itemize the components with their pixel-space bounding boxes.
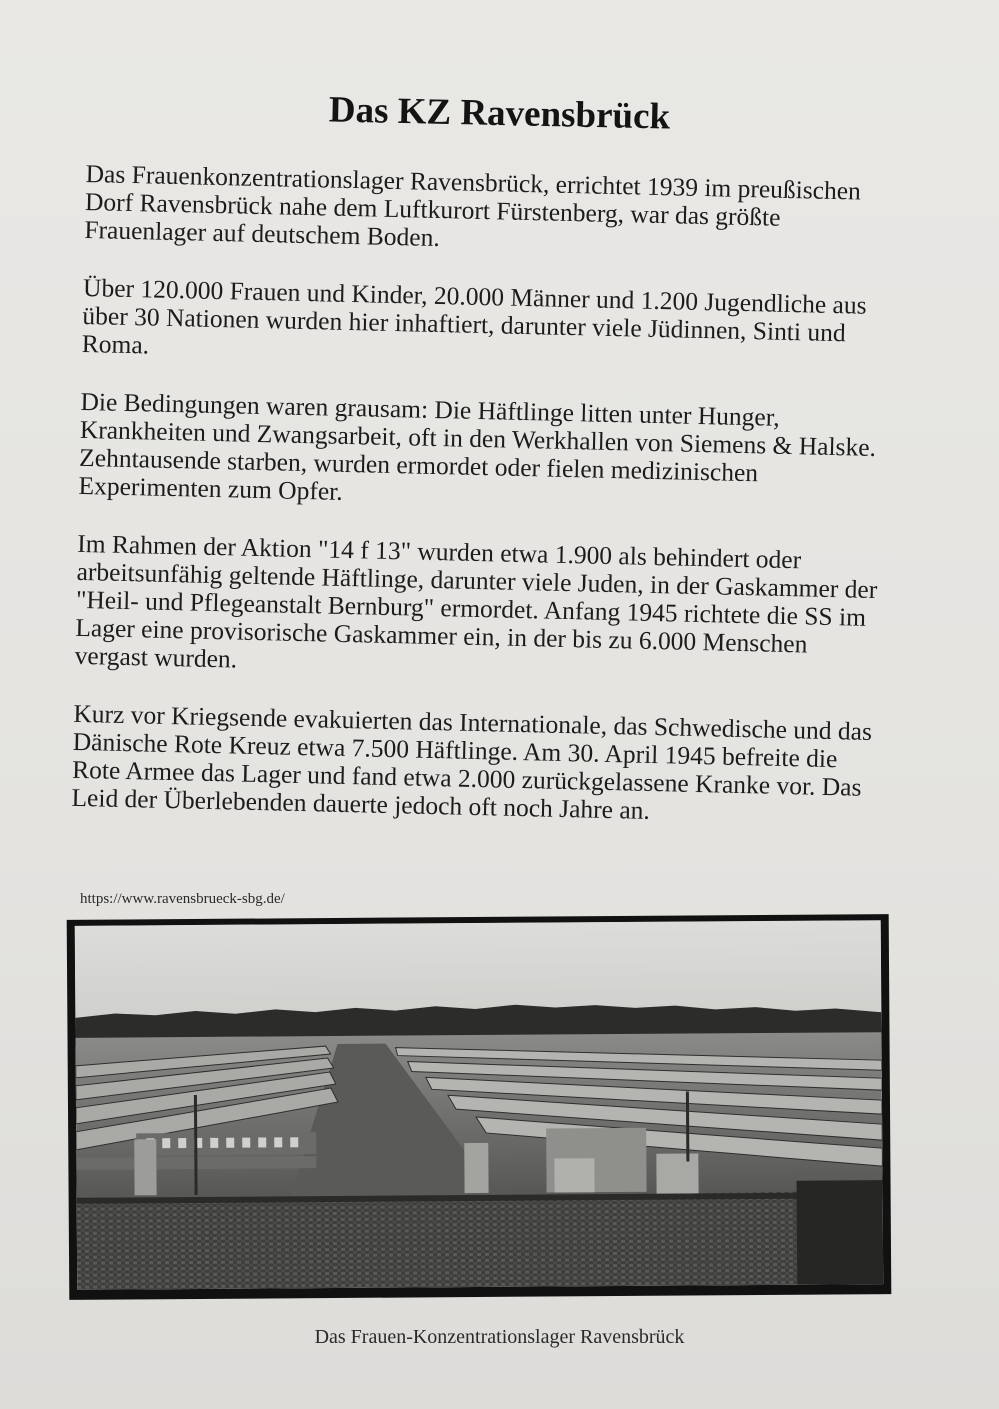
paragraph-liberation: Kurz vor Kriegsende evakuierten das Internationale, das Schwedische und das Dänische Rote Kreuz etwa 7.500 Häftlinge. Am 30. April 1945 befreite die Rote Armee das Lager und fand etwa 2.000 zurückgelassene Kranke vor. Das Leid der Überlebenden dauerte jedoch oft noch Jahre an.	[71, 698, 873, 825]
historical-camp-photo-icon	[75, 920, 884, 1290]
photo-caption: Das Frauen-Konzentrationslager Ravensbrück	[314, 1326, 685, 1348]
paragraph-intro: Das Frauenkonzentrationslager Ravensbrück, errichtet 1939 im preußischen Dorf Ravensbrück nahe dem Luftkurort Fürstenberg, war das größte Frauenlager auf deutschem Boden.	[84, 159, 862, 253]
article-body	[71, 160, 896, 860]
photo-frame	[67, 914, 892, 1300]
paragraph-prisoners: Über 120.000 Frauen und Kinder, 20.000 Männer und 1.200 Jugendliche aus über 30 Nationen wurden hier inhaftiert, darunter viele Jüdinnen, Sinti und Roma.	[81, 272, 867, 360]
page-title: Das KZ Ravensbrück	[328, 89, 671, 138]
paragraph-conditions: Die Bedingungen waren grausam: Die Häftlinge litten unter Hunger, Krankheiten und Zwangsarbeit, oft in den Werkhallen von Siemens & Halske. Zehntausende starben, wurden ermordet oder fielen medizinischen Experimenten zum Opfer.	[78, 386, 877, 506]
paragraph-gas-chamber: Im Rahmen der Aktion "14 f 13" wurden etwa 1.900 als behindert oder arbeitsunfähig geltende Häftlinge, darunter viele Juden, in der Gaskammer der "Heil- und Pflegeanstalt Bernburg" ermordet. Anfang 1945 richtete die SS im Lager eine provisorische Gaskammer ein, in der bis zu 6.000 Menschen vergast wurden.	[74, 528, 878, 674]
source-link[interactable]: https://www.ravensbrueck-sbg.de/	[80, 891, 285, 907]
